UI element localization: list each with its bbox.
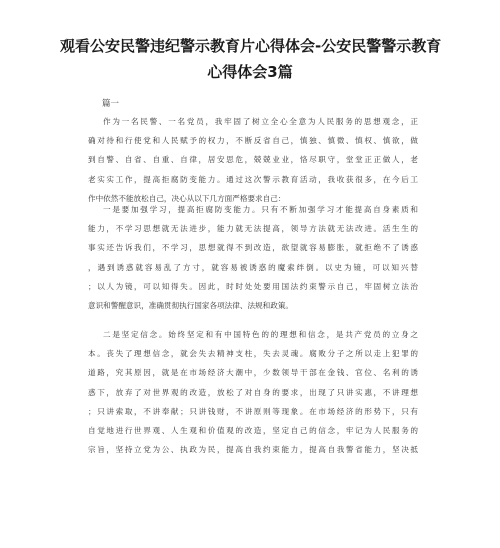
paragraph-line: ，遇到诱惑就容易乱了方寸，就容易被诱惑的魔索绊倒。以史为镜，可以知兴替 xyxy=(88,262,418,272)
paragraph-line: 本。丧失了理想信念，就会失去精神支柱，失去灵魂。腐败分子之所以走上犯罪的 xyxy=(88,349,418,359)
paragraph-line: ；以人为镜，可以知得失。因此，时时处处要用国法约束警示自己，牢固树立法治 xyxy=(88,281,418,291)
paragraph-line: 二是坚定信念。始终坚定和有中国特色的的理想和信念，是共产党员的立身之 xyxy=(103,330,418,339)
paragraph-line: 作中依然不能放松自己，决心从以下几方面严格要求自己： xyxy=(88,193,286,203)
paragraph-line: 确对待和行使党和人民赋予的权力，不断反省自己，慎独、慎微、慎权、慎欲，做 xyxy=(88,136,418,146)
paragraph-line: 惑下，放弃了对世界观的改造，放松了对自身的要求，出现了只讲实惠，不讲理想 xyxy=(88,387,418,397)
paragraph-line: 老实实工作，提高拒腐防变能力。通过这次警示教育活动，我收获很多，在今后工 xyxy=(88,174,418,184)
paragraph-2 xyxy=(88,200,418,315)
paragraph-line: 作为一名民警、一名党员，我牢固了树立全心全意为人民服务的思想观念，正 xyxy=(103,117,418,126)
paragraph-line: 到自警、自省、自重、自律，居安思危，兢兢业业，恪尽职守，堂堂正正做人，老 xyxy=(88,155,418,165)
document-title-line-1: 观看公安民警违纪警示教育片心得体会-公安民警警示教育 xyxy=(60,37,442,55)
paragraph-3 xyxy=(88,325,418,459)
paragraph-line: 宗旨，坚持立党为公、执政为民，提高自我约束能力，提高自我警省能力，坚决抵 xyxy=(88,445,418,455)
section-label: 篇一 xyxy=(102,99,120,109)
paragraph-1 xyxy=(88,112,418,208)
paragraph-line: 事实还告诉我们，不学习，思想就得不到改造，欲望就容易膨胀，就拒绝不了诱惑 xyxy=(88,243,418,253)
paragraph-line: 道路，究其原因，就是在市场经济大潮中，少数领导干部在金钱、官位、名利的诱 xyxy=(88,368,418,378)
paragraph-line: 自觉地进行世界观、人生观和价值观的改造，坚定自己的信念，牢记为人民服务的 xyxy=(88,425,418,435)
document-title-line-2: 心得体会3篇 xyxy=(207,63,293,81)
paragraph-line: 能力，不学习思想就无法进步，能力就无法提高，领导方法就无法改进。活生生的 xyxy=(88,224,418,234)
paragraph-line: 一是要加强学习，提高拒腐防变能力。只有不断加强学习才能提高自身素质和 xyxy=(103,205,418,214)
paragraph-line: 意识和警醒意识，准确贯彻执行国家各项法律、法规和政策。 xyxy=(88,300,294,310)
paragraph-line: ；只讲索取，不讲奉献；只讲钱财，不讲原则等现象。在市场经济的形势下，只有 xyxy=(88,406,418,416)
